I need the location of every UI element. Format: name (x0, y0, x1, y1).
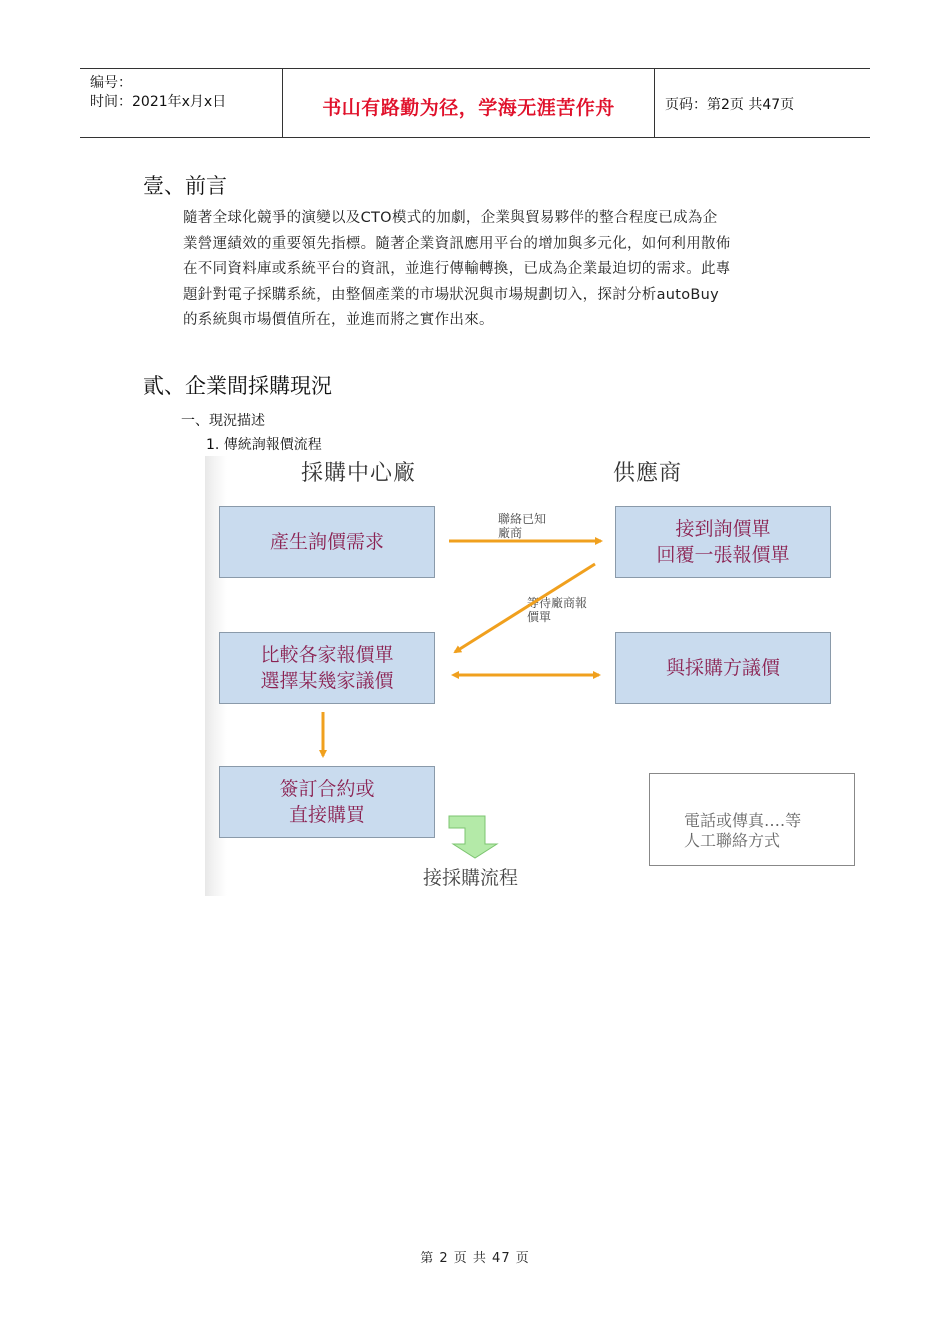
label-wait-line: 價單 (527, 610, 552, 624)
box-compare-line: 選擇某幾家議價 (260, 670, 394, 692)
subsection-title: 一、現況描述 (181, 413, 265, 429)
header-table (80, 68, 870, 138)
intro-line: 題針對電子採購系統，由整個產業的市場狀況與市場規劃切入，探討分析autoBuy (183, 286, 720, 303)
header-cell-page (655, 69, 870, 137)
label-contact-line: 聯絡已知 (498, 512, 547, 526)
box-receive-line: 回覆一張報價單 (656, 544, 790, 566)
box-receive-line: 接到詢價單 (675, 518, 771, 540)
next-step-label: 接採購流程 (423, 867, 519, 889)
legend-text-line: 人工聯絡方式 (684, 831, 781, 850)
arrow-quote-back (455, 564, 595, 652)
page-info: 页码：第2页 共47页 (665, 97, 795, 113)
intro-line: 的系統與市場價值所在，並進而將之實作出來。 (183, 312, 494, 328)
box-contract-line: 簽訂合約或 (279, 778, 375, 800)
procurement-flow-diagram (205, 456, 865, 896)
box-negotiate-label: 與採購方議價 (665, 657, 780, 679)
legend-text (684, 811, 801, 851)
intro-line: 在不同資料庫或系統平台的資訊，並進行傳輸轉換，已成為企業最迫切的需求。此專 (183, 261, 731, 277)
legend-text-line: 電話或傳真….等 (684, 811, 802, 830)
next-step-arrow (449, 816, 497, 858)
intro-paragraph (183, 206, 809, 334)
subsubsection-title: 1. 傳統詢報價流程 (206, 437, 322, 453)
section2-title: 貳、企業間採購現況 (143, 374, 332, 398)
intro-line: 業營運績效的重要領先指標。隨著企業資訊應用平台的增加與多元化，如何利用散佈 (183, 235, 731, 252)
label-contact-line: 廠商 (498, 526, 523, 540)
label-wait-line: 等待廠商報 (527, 596, 588, 610)
page-footer: 第 2 页 共 47 页 (420, 1251, 530, 1266)
motto: 书山有路勤为径，学海无涯苦作舟 (322, 97, 615, 119)
box-contract-line: 直接購買 (288, 804, 365, 826)
box-request-label: 產生詢價需求 (269, 531, 384, 553)
header-cell-motto (283, 69, 655, 137)
column-label-supplier: 供應商 (613, 461, 683, 486)
number-label: 编号： (90, 75, 132, 91)
box-compare-line: 比較各家報價單 (260, 644, 394, 666)
section1-title: 壹、前言 (143, 174, 227, 198)
time-label: 时间：2021年x月x日 (90, 94, 227, 110)
header-cell-meta (80, 69, 283, 137)
column-label-buyer: 採購中心廠 (301, 461, 417, 486)
legend-box (649, 773, 855, 866)
intro-line: 隨著全球化競爭的演變以及CTO模式的加劇，企業與貿易夥伴的整合程度已成為企 (183, 210, 718, 226)
